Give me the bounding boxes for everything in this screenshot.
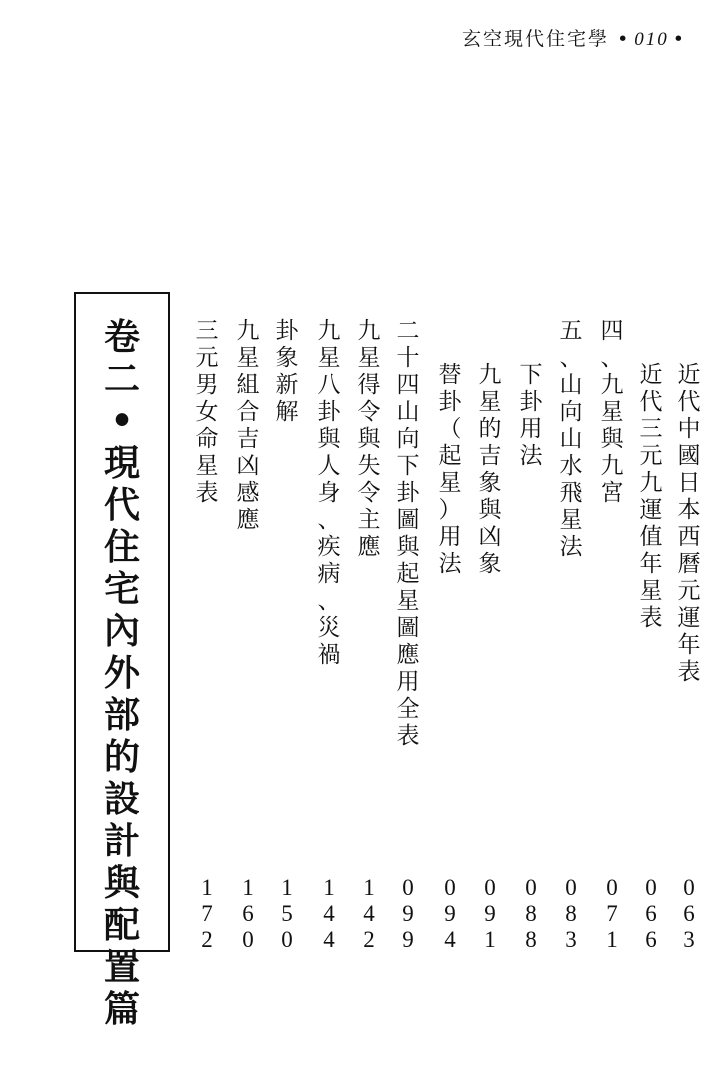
bullet-separator: • — [672, 28, 686, 50]
toc-entry-page: 1 6 0 — [242, 875, 254, 952]
toc-entry-page: 0 9 1 — [484, 875, 496, 952]
section-title: 卷 二 • 現 代 住 宅 內 外 部 的 設 計 與 配 置 篇 — [103, 316, 140, 1030]
toc-entry-title: 近 代 三 元 九 運 值 年 星 表 — [639, 362, 663, 631]
toc-entry-title: 二 十 四 山 向 下 卦 圖 與 起 星 圖 應 用 全 表 — [396, 318, 420, 749]
toc-entry-page: 0 9 4 — [444, 875, 456, 952]
toc-entry-title: 替 卦 （ 起 星 ） 用 法 — [438, 362, 462, 577]
toc-entry-page: 1 4 4 — [323, 875, 335, 952]
book-title: 玄空現代住宅學 — [462, 28, 610, 50]
toc-entry-title: 九 星 八 卦 與 人 身 、 疾 病 、 災 禍 — [317, 318, 341, 668]
toc-entry-title: 五 、 山 向 山 水 飛 星 法 — [559, 318, 583, 560]
toc-entry-page: 0 8 3 — [565, 875, 577, 952]
toc-entry-page: 1 5 0 — [281, 875, 293, 952]
toc-entry-page: 0 9 9 — [402, 875, 414, 952]
toc-entry-title: 九 星 組 合 吉 凶 感 應 — [236, 318, 260, 533]
toc-entry-title: 卦 象 新 解 — [275, 318, 299, 425]
toc-entry-page: 1 7 2 — [201, 875, 213, 952]
running-header — [462, 24, 686, 51]
page-number: 010 — [634, 29, 669, 50]
toc-entry-page: 0 6 6 — [645, 875, 657, 952]
toc-entry-title: 四 、 九 星 與 九 宮 — [600, 318, 624, 506]
toc-entry-page: 1 4 2 — [363, 875, 375, 952]
toc-entry-title: 九 星 的 吉 象 與 凶 象 — [478, 362, 502, 577]
toc-entry-title: 下 卦 用 法 — [519, 362, 543, 469]
toc-entry-page: 0 7 1 — [606, 875, 618, 952]
toc-entry-title: 三 元 男 女 命 星 表 — [195, 318, 219, 506]
bullet-separator: • — [617, 28, 631, 50]
toc-entry-title: 近 代 中 國 日 本 西 曆 元 運 年 表 — [677, 362, 701, 685]
section-title-box — [74, 292, 170, 1030]
toc-entry-page: 0 6 3 — [683, 875, 695, 952]
toc-entry-page: 0 8 8 — [525, 875, 537, 952]
toc-entry-title: 九 星 得 令 與 失 令 主 應 — [357, 318, 381, 560]
